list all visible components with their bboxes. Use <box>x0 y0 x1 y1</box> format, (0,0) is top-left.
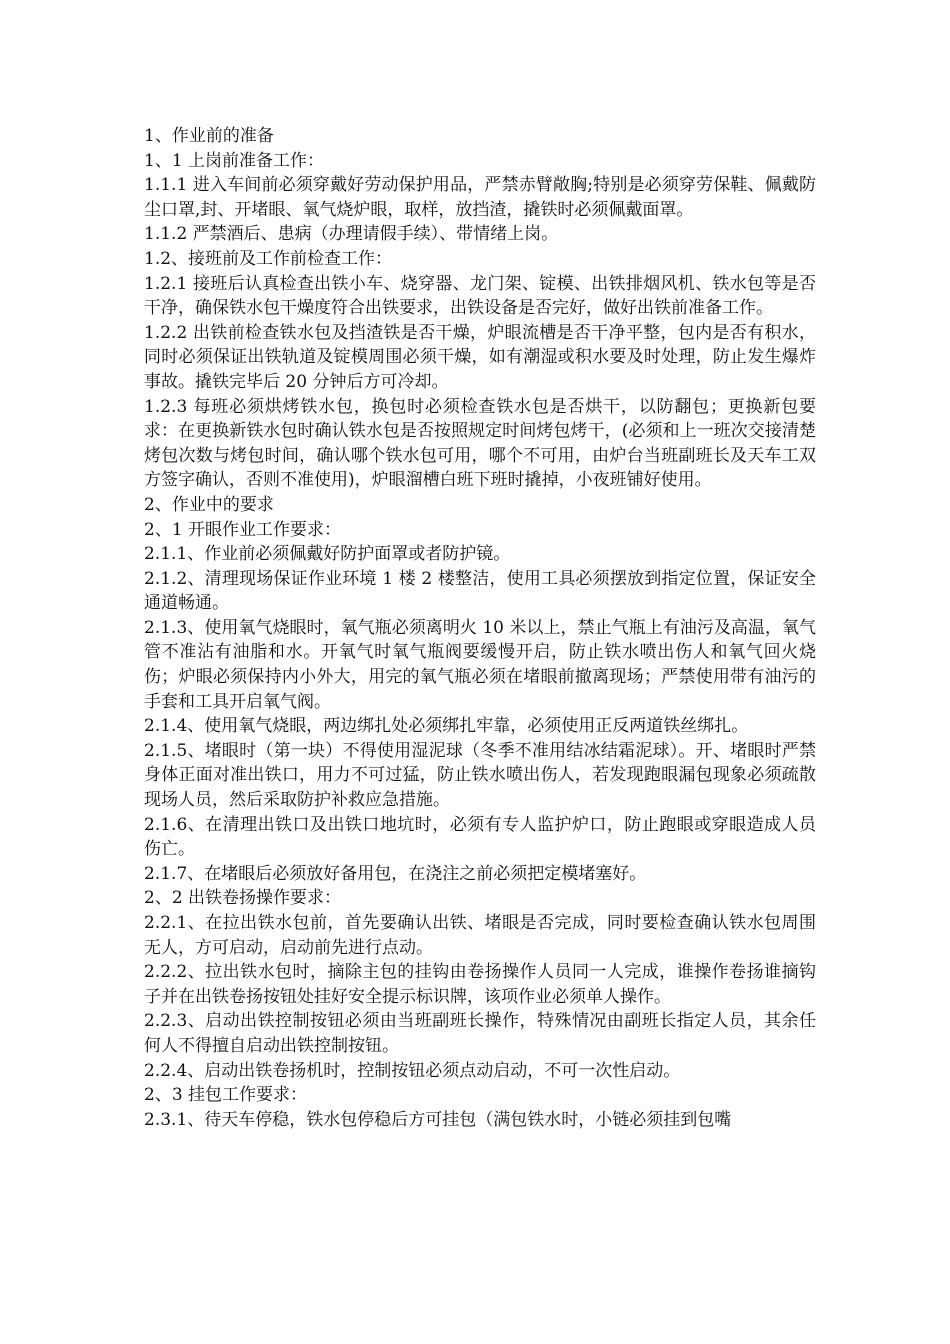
item-1-2-2: 1.2.2 出铁前检查铁水包及挡渣铁是否干燥，炉眼流槽是否干净平整，包内是否有积水，同时必须保证出铁轨道及锭模周围必须干燥，如有潮湿或积水要及时处理，防止发生爆炸事故。撬铁完毕后 20 分钟后方可冷却。 <box>144 322 816 392</box>
heading-section-1: 1、作业前的准备 <box>144 126 274 146</box>
item-2-1-7: 2.1.7、在堵眼后必须放好备用包，在浇注之前必须把定模堵塞好。 <box>144 863 647 884</box>
item-2-1-4: 2.1.4、使用氧气烧眼，两边绑扎处必须绑扎牢靠，必须使用正反两道铁丝绑扎。 <box>144 716 749 737</box>
heading-1-1: 1、1 上岗前准备工作： <box>144 150 325 171</box>
heading-2-2: 2、2 出铁卷扬操作要求： <box>144 888 342 909</box>
item-2-2-4: 2.2.4、启动出铁卷扬机时，控制按钮必须点动启动，不可一次性启动。 <box>144 1060 681 1081</box>
item-2-1-6: 2.1.6、在清理出铁口及出铁口地坑时，必须有专人监护炉口，防止跑眼或穿眼造成人员伤亡。 <box>144 814 816 860</box>
document-page <box>144 124 816 1132</box>
item-1-1-1: 1.1.1 进入车间前必须穿戴好劳动保护用品，严禁赤臂敞胸;特别是必须穿劳保鞋、佩戴防尘口罩,封、开堵眼、氧气烧炉眼，取样，放挡渣，撬铁时必须佩戴面罩。 <box>144 175 816 220</box>
item-2-2-1: 2.2.1、在拉出铁水包前，首先要确认出铁、堵眼是否完成，同时要检查确认铁水包周围无人，方可启动，启动前先进行点动。 <box>144 913 816 958</box>
heading-section-2: 2、作业中的要求 <box>144 494 274 515</box>
item-2-3-1: 2.3.1、待天车停稳，铁水包停稳后方可挂包（满包铁水时，小链必须挂到包嘴 <box>144 1109 732 1130</box>
item-2-1-1: 2.1.1、作业前必须佩戴好防护面罩或者防护镜。 <box>144 544 511 565</box>
item-2-1-5: 2.1.5、堵眼时（第一块）不得使用湿泥球（冬季不准用结冰结霜泥球）。开、堵眼时严禁身体正面对准出铁口，用力不可过猛，防止铁水喷出伤人，若发现跑眼漏包现象必须疏散现场人员，然后采取防护补救应急措施。 <box>144 740 816 811</box>
item-1-2-3: 1.2.3 每班必须烘烤铁水包，换包时必须检查铁水包是否烘干，以防翻包；更换新包要求：在更换新铁水包时确认铁水包是否按照规定时间烤包烤干，(必须和上一班次交接清楚烤包次数与烤包时间，确认哪个铁水包可用，哪个不可用，由炉台当班副班长及天车工双方签字确认，否则不准使用)，炉眼溜槽白班下班时撬掉，小夜班铺好使用。 <box>144 396 816 491</box>
item-2-1-2: 2.1.2、清理现场保证作业环境 1 楼 2 楼整洁，使用工具必须摆放到指定位置，保证安全通道畅通。 <box>144 568 816 614</box>
item-2-1-3: 2.1.3、使用氧气烧眼时，氧气瓶必须离明火 10 米以上，禁止气瓶上有油污及高温，氧气管不准沾有油脂和水。开氧气时氧气瓶阀要缓慢开启，防止铁水喷出伤人和氧气回火烧伤；炉眼必须保持内小外大，用完的氧气瓶必须在堵眼前撤离现场；严禁使用带有油污的手套和工具开启氧气阀。 <box>144 617 816 712</box>
item-2-2-3: 2.2.3、启动出铁控制按钮必须由当班副班长操作，特殊情况由副班长指定人员，其余任何人不得擅自启动出铁控制按钮。 <box>144 1011 816 1056</box>
heading-2-3: 2、3 挂包工作要求： <box>144 1085 308 1106</box>
heading-1-2: 1.2、接班前及工作前检查工作： <box>144 248 393 269</box>
item-2-2-2: 2.2.2、拉出铁水包时，摘除主包的挂钩由卷扬操作人员同一人完成，谁操作卷扬谁摘钩子并在出铁卷扬按钮处挂好安全提示标识牌，该项作业必须单人操作。 <box>144 962 816 1007</box>
heading-2-1: 2、1 开眼作业工作要求： <box>144 519 342 540</box>
item-1-1-2: 1.1.2 严禁酒后、患病（办理请假手续）、带情绪上岗。 <box>144 224 559 245</box>
item-1-2-1: 1.2.1 接班后认真检查出铁小车、烧穿器、龙门架、锭模、出铁排烟风机、铁水包等是否干净，确保铁水包干燥度符合出铁要求，出铁设备是否完好，做好出铁前准备工作。 <box>144 273 816 319</box>
